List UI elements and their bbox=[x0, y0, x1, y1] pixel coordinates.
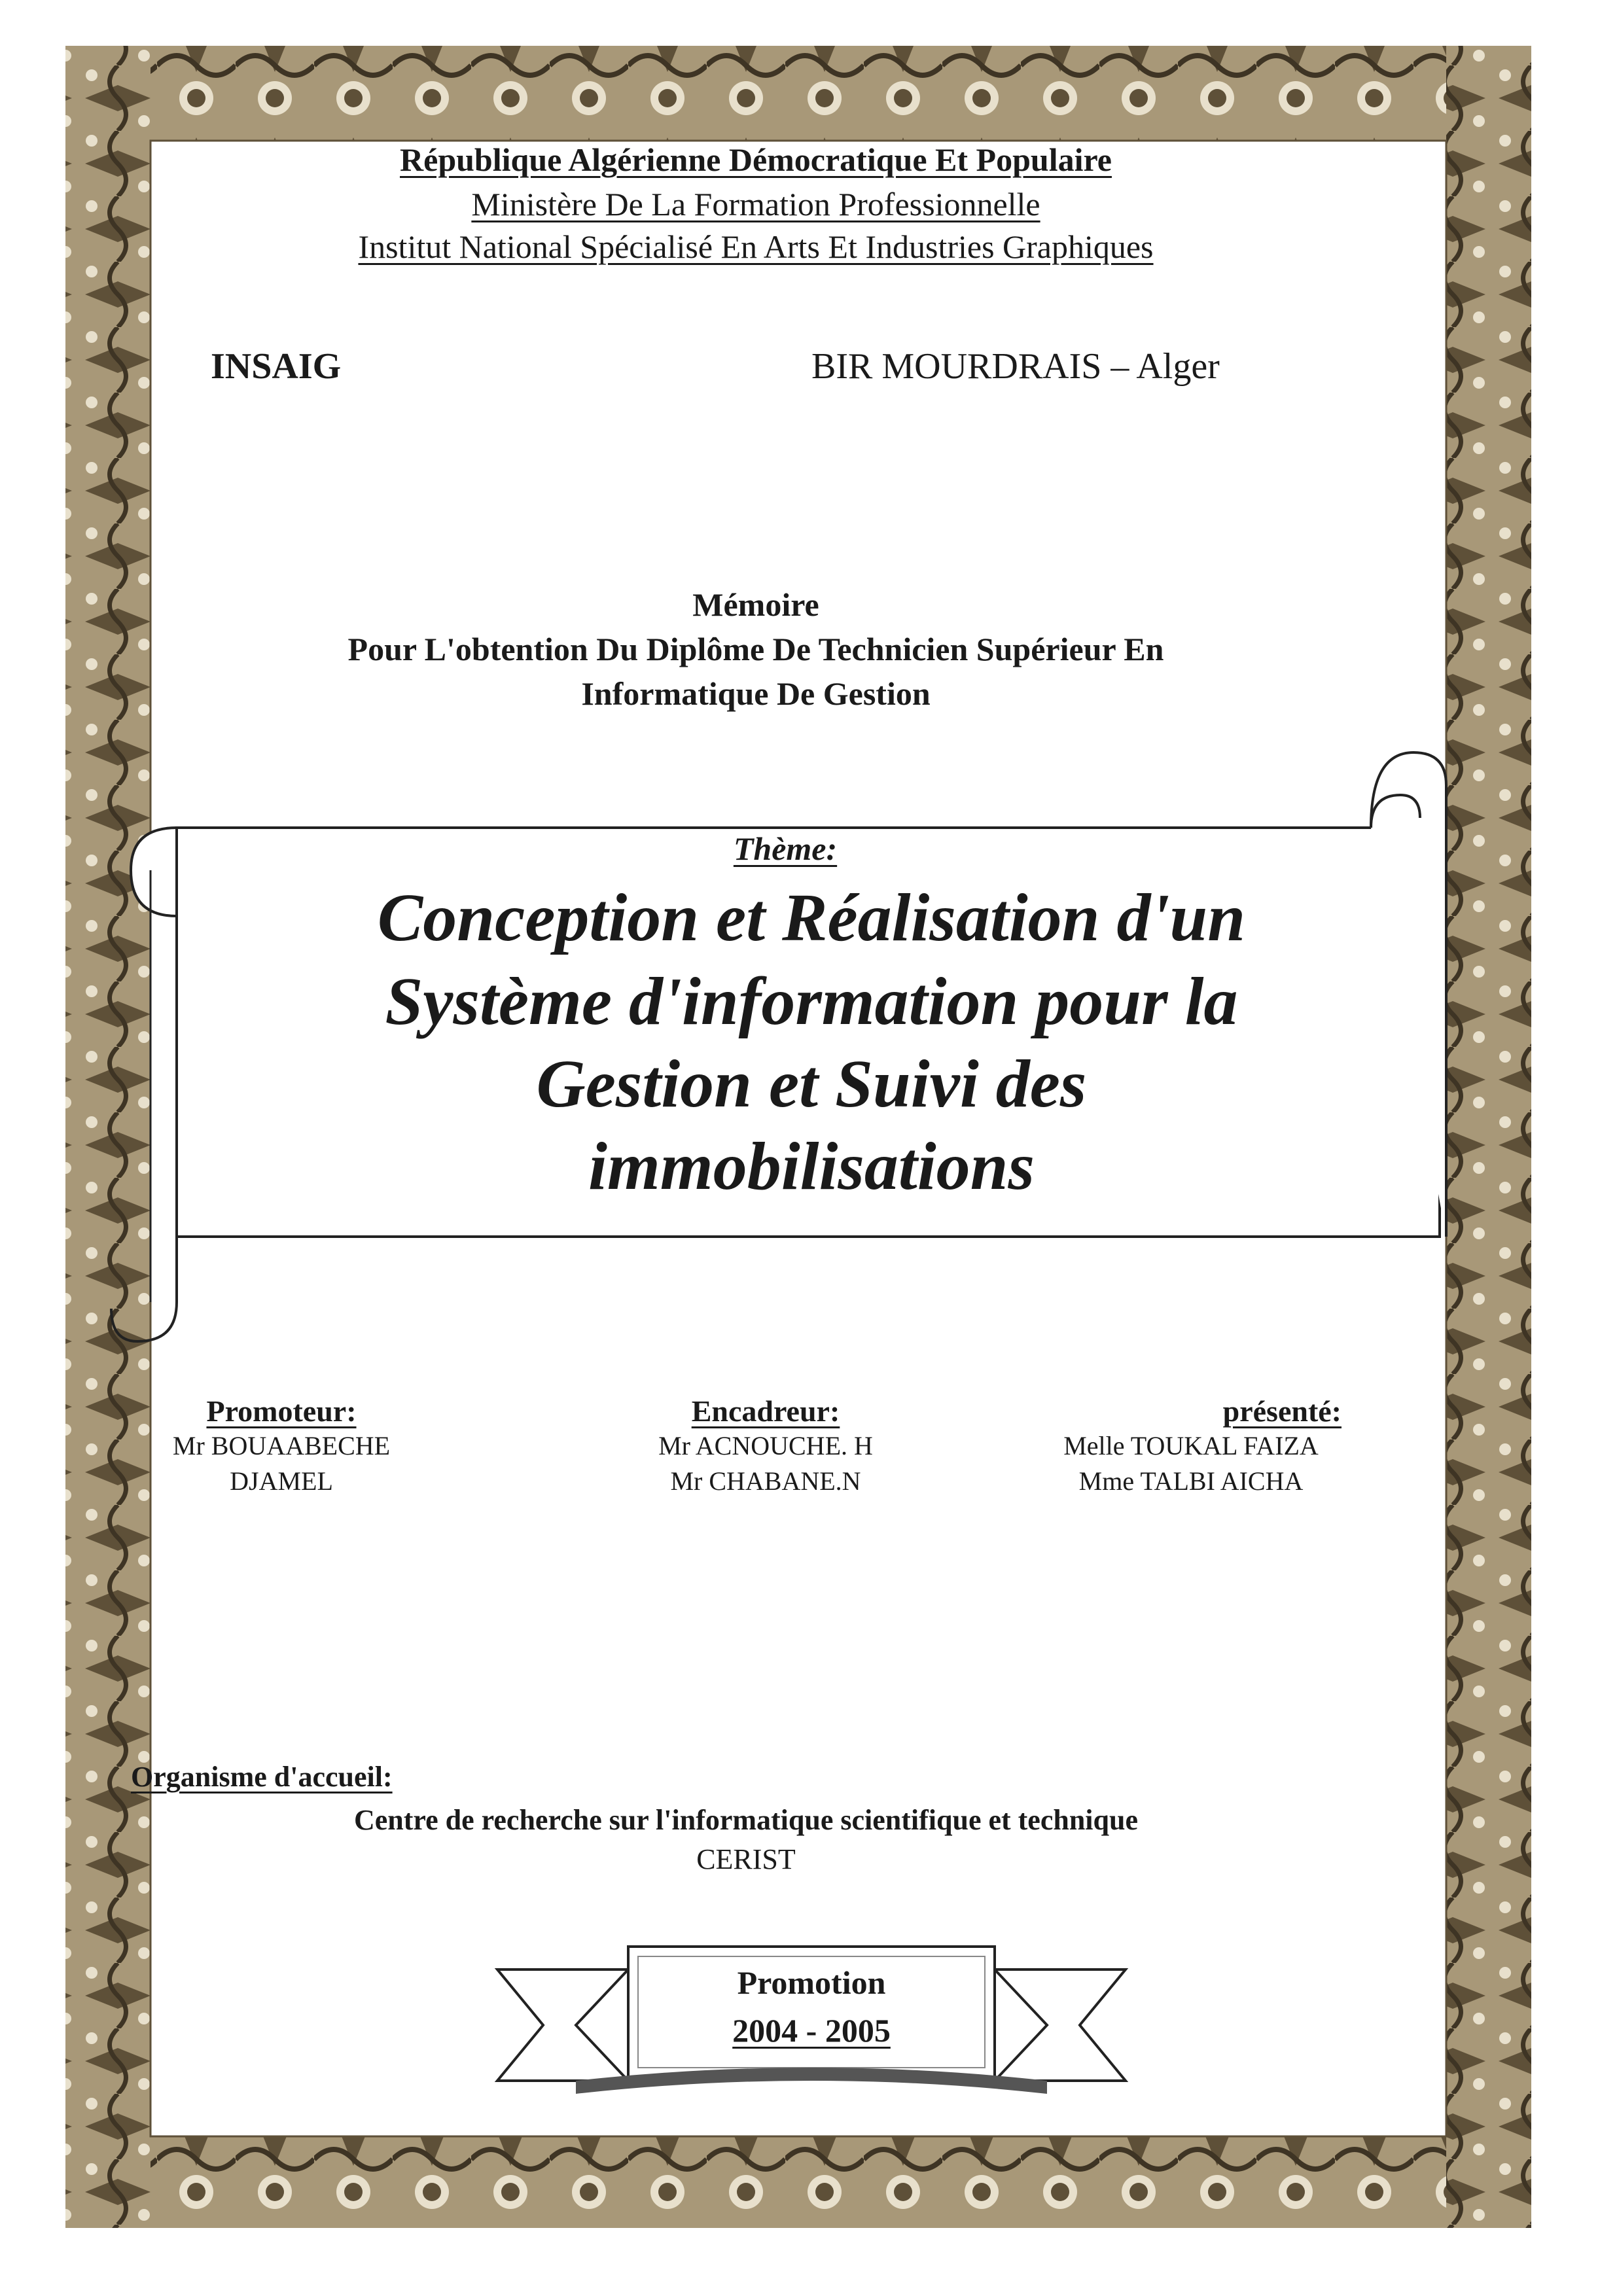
organisme-label: Organisme d'accueil: bbox=[131, 1761, 393, 1793]
promoteur-label: Promoteur: bbox=[206, 1394, 357, 1428]
encadreur-name-2: Mr CHABANE.N bbox=[670, 1466, 861, 1496]
encadreur-name-1: Mr ACNOUCHE. H bbox=[658, 1431, 873, 1460]
theme-label: Thème: bbox=[733, 830, 838, 867]
header-institute: Institut National Spécialisé En Arts Et Industries Graphiques bbox=[358, 228, 1154, 265]
presente-block bbox=[1021, 1394, 1361, 1499]
presente-name-2: Mme TALBI AICHA bbox=[1078, 1466, 1304, 1496]
encadreur-block bbox=[609, 1394, 923, 1499]
encadreur-label: Encadreur: bbox=[691, 1394, 840, 1428]
promotion-years: 2004 - 2005 bbox=[732, 2012, 891, 2049]
organisme-name: Centre de recherche sur l'informatique scientifique et technique bbox=[353, 1804, 1139, 1836]
presente-label: présenté: bbox=[1222, 1394, 1342, 1428]
memoire-speciality: Informatique De Gestion bbox=[581, 675, 931, 712]
memoire-diploma-line: Pour L'obtention Du Diplôme De Technicien Supérieur En bbox=[347, 631, 1164, 667]
header-republic: République Algérienne Démocratique Et Populaire bbox=[400, 141, 1112, 178]
institute-acronym: INSAIG bbox=[211, 346, 342, 387]
header-ministry: Ministère De La Formation Professionnelle bbox=[471, 186, 1040, 222]
theme-title-line-4: immobilisations bbox=[588, 1129, 1035, 1204]
promoteur-block bbox=[151, 1394, 412, 1499]
promoteur-name-line-2: DJAMEL bbox=[230, 1466, 333, 1496]
presente-name-1: Melle TOUKAL FAIZA bbox=[1063, 1431, 1319, 1460]
organisme-acronym: CERIST bbox=[696, 1843, 796, 1875]
theme-title-line-1: Conception et Réalisation d'un bbox=[377, 880, 1246, 955]
memoire-title: Mémoire bbox=[692, 586, 819, 623]
institute-location: BIR MOURDRAIS – Alger bbox=[811, 346, 1220, 387]
promoteur-name-line-1: Mr BOUAABECHE bbox=[172, 1431, 391, 1460]
theme-title-line-2: Système d'information pour la bbox=[385, 964, 1238, 1039]
promotion-label: Promotion bbox=[737, 1964, 886, 2001]
theme-title-line-3: Gestion et Suivi des bbox=[536, 1046, 1087, 1122]
